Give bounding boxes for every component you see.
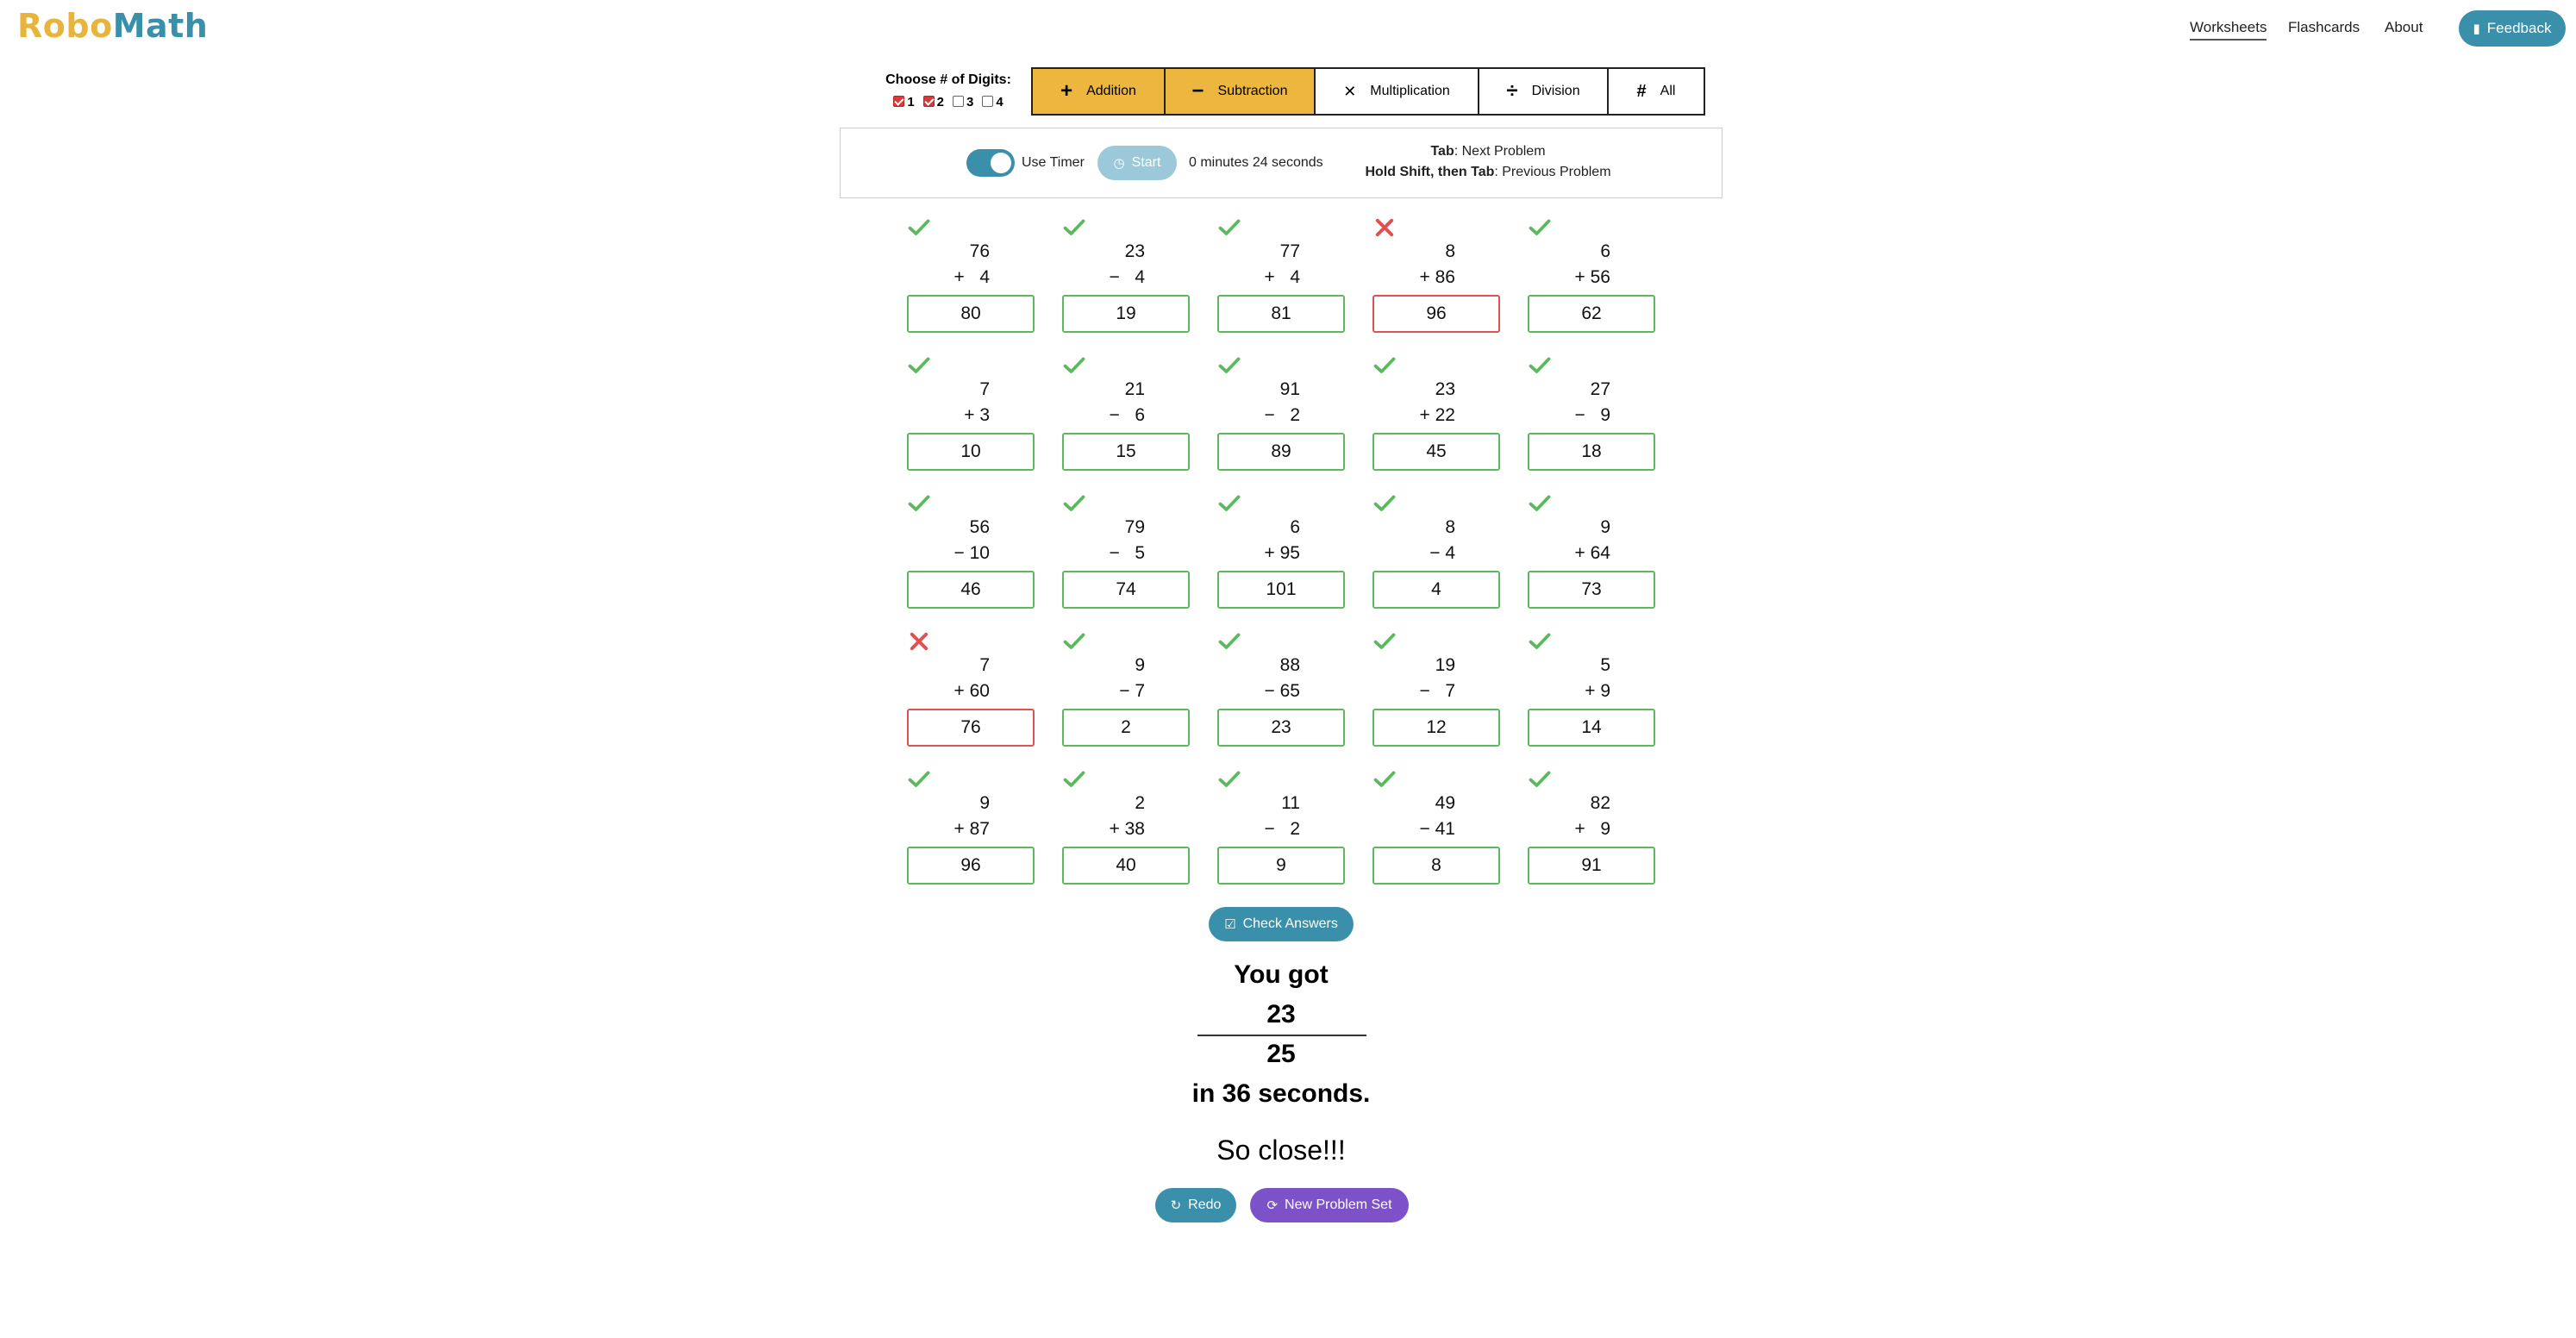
problem-bottom-number: − 4 xyxy=(1109,267,1145,287)
digit-option-4[interactable] xyxy=(982,95,1003,109)
hint-next xyxy=(1346,144,1630,159)
problem-top-number: 27 xyxy=(1590,379,1610,399)
problem-card xyxy=(1060,491,1190,612)
answer-input[interactable] xyxy=(907,433,1035,471)
digit-4-label: 4 xyxy=(996,95,1004,109)
check-icon xyxy=(1217,629,1241,653)
problem-card xyxy=(1060,767,1190,888)
answer-input[interactable] xyxy=(1528,295,1655,333)
cross-icon xyxy=(907,629,931,653)
hint-next-key: Tab xyxy=(1430,144,1454,159)
check-icon xyxy=(907,353,931,378)
op-division[interactable] xyxy=(1478,67,1609,116)
hint-previous xyxy=(1346,165,1630,180)
problem-bottom-number: + 9 xyxy=(1585,681,1610,701)
redo-icon: ↻ xyxy=(1170,1197,1182,1213)
problem-top-number: 6 xyxy=(1600,241,1610,261)
problem-bottom-number: − 65 xyxy=(1264,681,1300,701)
check-icon xyxy=(1062,491,1086,516)
result-numerator: 23 xyxy=(1266,1000,1296,1029)
digit-option-3[interactable] xyxy=(953,95,973,109)
problem-bottom-number: + 38 xyxy=(1109,819,1145,839)
problem-card xyxy=(1060,216,1190,336)
problem-top-number: 6 xyxy=(1290,517,1300,537)
clock-icon: ◷ xyxy=(1113,155,1125,171)
logo-robo: Robo xyxy=(17,7,113,45)
op-subtraction[interactable] xyxy=(1164,67,1316,116)
problem-top-number: 49 xyxy=(1435,793,1455,813)
problem-top-number: 5 xyxy=(1600,655,1610,675)
problem-bottom-number: − 2 xyxy=(1264,405,1300,425)
digit-2-checkbox[interactable] xyxy=(923,96,935,107)
problem-bottom-number: − 4 xyxy=(1429,543,1455,563)
new-problem-set-label: New Problem Set xyxy=(1285,1197,1392,1212)
problem-card xyxy=(1371,216,1500,336)
problem-card xyxy=(905,491,1035,612)
problem-card xyxy=(1371,767,1500,888)
answer-input[interactable] xyxy=(1062,433,1190,471)
problem-top-number: 82 xyxy=(1590,793,1610,813)
check-icon xyxy=(1217,353,1241,378)
check-icon xyxy=(1062,767,1086,791)
problem-card xyxy=(905,629,1035,750)
op-all[interactable] xyxy=(1607,67,1705,116)
check-icon xyxy=(1528,767,1552,791)
problem-top-number: 56 xyxy=(969,517,990,537)
problem-bottom-number: + 4 xyxy=(953,267,990,287)
problem-bottom-number: + 95 xyxy=(1264,543,1300,563)
answer-input[interactable] xyxy=(1528,433,1655,471)
problem-top-number: 88 xyxy=(1279,655,1300,675)
feedback-label: Feedback xyxy=(2486,20,2552,36)
answer-input[interactable] xyxy=(1372,571,1500,609)
answer-input[interactable] xyxy=(1372,295,1500,333)
answer-input[interactable] xyxy=(907,847,1035,885)
answer-input[interactable] xyxy=(1528,847,1655,885)
problem-top-number: 7 xyxy=(979,379,990,399)
problem-bottom-number: − 2 xyxy=(1264,819,1300,839)
feedback-button[interactable] xyxy=(2459,10,2566,47)
result-heading: You got xyxy=(1234,960,1329,989)
problem-card xyxy=(1526,353,1655,474)
op-subtraction-label: Subtraction xyxy=(1217,84,1288,98)
problem-top-number: 19 xyxy=(1435,655,1455,675)
digit-3-checkbox[interactable] xyxy=(953,96,964,107)
robomath-logo[interactable] xyxy=(17,7,208,45)
problem-card xyxy=(1371,491,1500,612)
problem-bottom-number: + 22 xyxy=(1419,405,1455,425)
minus-icon: − xyxy=(1191,79,1204,103)
problem-bottom-number: + 56 xyxy=(1574,267,1610,287)
problem-top-number: 9 xyxy=(1600,517,1610,537)
check-icon xyxy=(1062,629,1086,653)
problem-card xyxy=(1060,353,1190,474)
problem-top-number: 23 xyxy=(1124,241,1145,261)
digit-option-1[interactable] xyxy=(893,95,914,109)
timer-toggle[interactable] xyxy=(966,149,1015,177)
timer-label: Use Timer xyxy=(1022,155,1085,170)
check-icon xyxy=(1372,629,1397,653)
digit-4-checkbox[interactable] xyxy=(982,96,993,107)
times-icon: ✕ xyxy=(1343,83,1357,100)
answer-input[interactable] xyxy=(1062,709,1190,747)
answer-input[interactable] xyxy=(1062,847,1190,885)
answer-input[interactable] xyxy=(907,709,1035,747)
check-icon xyxy=(1528,491,1552,516)
problem-bottom-number: − 9 xyxy=(1574,405,1610,425)
problem-top-number: 11 xyxy=(1281,793,1300,813)
problem-top-number: 91 xyxy=(1279,379,1300,399)
problem-bottom-number: + 3 xyxy=(964,405,990,425)
problem-card xyxy=(1526,767,1655,888)
check-icon xyxy=(1372,353,1397,378)
problem-top-number: 79 xyxy=(1124,517,1145,537)
result-time: in 36 seconds. xyxy=(1191,1079,1371,1108)
check-icon xyxy=(1062,216,1086,240)
check-icon xyxy=(1372,491,1397,516)
refresh-icon: ⟳ xyxy=(1266,1197,1279,1213)
problem-card xyxy=(1216,629,1345,750)
answer-input[interactable] xyxy=(1372,847,1500,885)
start-button[interactable] xyxy=(1097,146,1177,180)
problem-bottom-number: + 87 xyxy=(953,819,990,839)
elapsed-time: 0 minutes 24 seconds xyxy=(1189,155,1323,170)
problem-top-number: 77 xyxy=(1279,241,1300,261)
check-icon xyxy=(1217,491,1241,516)
chat-icon: ▮ xyxy=(2473,21,2480,36)
new-problem-set-button[interactable] xyxy=(1250,1188,1409,1222)
result-denominator: 25 xyxy=(1266,1040,1296,1068)
problem-card xyxy=(1526,491,1655,612)
problem-card xyxy=(1216,216,1345,336)
problem-bottom-number: + 86 xyxy=(1419,267,1455,287)
op-division-label: Division xyxy=(1531,84,1580,98)
problem-bottom-number: + 4 xyxy=(1264,267,1300,287)
problem-card xyxy=(1216,353,1345,474)
check-icon xyxy=(1217,767,1241,791)
hint-next-text: : Next Problem xyxy=(1454,144,1546,159)
result-message: So close!!! xyxy=(1216,1135,1346,1166)
digit-3-label: 3 xyxy=(966,95,974,109)
problem-bottom-number: − 5 xyxy=(1109,543,1145,563)
redo-button[interactable] xyxy=(1155,1188,1236,1222)
plus-icon: + xyxy=(1060,79,1073,103)
problem-card xyxy=(1526,629,1655,750)
checkbox-icon: ☑ xyxy=(1224,916,1236,932)
check-icon xyxy=(907,491,931,516)
answer-input[interactable] xyxy=(1217,433,1345,471)
answer-input[interactable] xyxy=(1217,847,1345,885)
check-icon xyxy=(907,216,931,240)
check-icon xyxy=(1528,216,1552,240)
hash-icon: # xyxy=(1636,82,1647,101)
check-icon xyxy=(1217,216,1241,240)
check-answers-label: Check Answers xyxy=(1242,916,1338,931)
digit-option-2[interactable] xyxy=(923,95,944,109)
problem-top-number: 7 xyxy=(979,655,990,675)
problem-card xyxy=(905,216,1035,336)
problem-bottom-number: + 9 xyxy=(1574,819,1610,839)
check-answers-button[interactable] xyxy=(1209,907,1354,941)
problem-top-number: 9 xyxy=(979,793,990,813)
problem-bottom-number: − 7 xyxy=(1419,681,1455,701)
digit-1-label: 1 xyxy=(907,95,915,109)
op-addition-label: Addition xyxy=(1086,84,1136,98)
problem-top-number: 8 xyxy=(1445,241,1455,261)
problem-bottom-number: + 64 xyxy=(1574,543,1610,563)
nav-about[interactable]: About xyxy=(2385,19,2423,35)
op-multiplication[interactable] xyxy=(1314,67,1479,116)
problem-bottom-number: − 10 xyxy=(953,543,990,563)
problem-top-number: 9 xyxy=(1135,655,1145,675)
timer-panel xyxy=(840,128,1723,198)
divide-icon: ÷ xyxy=(1506,79,1518,103)
check-icon xyxy=(1372,767,1397,791)
answer-input[interactable] xyxy=(1372,709,1500,747)
digit-1-checkbox[interactable] xyxy=(893,96,904,107)
start-label: Start xyxy=(1131,155,1161,170)
answer-input[interactable] xyxy=(1062,571,1190,609)
check-icon xyxy=(1528,353,1552,378)
redo-label: Redo xyxy=(1188,1197,1222,1212)
digits-title: Choose # of Digits: xyxy=(885,72,1011,87)
problem-bottom-number: − 7 xyxy=(1119,681,1145,701)
digits-chooser xyxy=(879,72,1017,109)
op-all-label: All xyxy=(1660,84,1676,98)
check-icon xyxy=(907,767,931,791)
problem-bottom-number: − 6 xyxy=(1109,405,1145,425)
fraction-bar xyxy=(1197,1035,1366,1036)
answer-input[interactable] xyxy=(1372,433,1500,471)
problem-card xyxy=(1371,629,1500,750)
op-addition[interactable] xyxy=(1031,67,1166,116)
answer-input[interactable] xyxy=(1217,295,1345,333)
digit-2-label: 2 xyxy=(936,95,944,109)
problem-card xyxy=(1526,216,1655,336)
problem-card xyxy=(1216,491,1345,612)
answer-input[interactable] xyxy=(1528,709,1655,747)
check-icon xyxy=(1062,353,1086,378)
problem-top-number: 21 xyxy=(1124,379,1145,399)
logo-math: Math xyxy=(112,7,209,45)
answer-input[interactable] xyxy=(1217,709,1345,747)
nav-flashcards[interactable]: Flashcards xyxy=(2288,19,2360,35)
problem-card xyxy=(1371,353,1500,474)
problem-card xyxy=(905,353,1035,474)
cross-icon xyxy=(1372,216,1397,240)
problem-bottom-number: − 41 xyxy=(1419,819,1455,839)
answer-input[interactable] xyxy=(907,571,1035,609)
problem-card xyxy=(1216,767,1345,888)
answer-input[interactable] xyxy=(1062,295,1190,333)
answer-input[interactable] xyxy=(1528,571,1655,609)
problem-top-number: 76 xyxy=(969,241,990,261)
problem-bottom-number: + 60 xyxy=(953,681,990,701)
operation-tabs xyxy=(1031,67,1705,116)
answer-input[interactable] xyxy=(1217,571,1345,609)
check-icon xyxy=(1528,629,1552,653)
problem-card xyxy=(905,767,1035,888)
hint-previous-key: Hold Shift, then Tab xyxy=(1365,165,1495,179)
op-multiplication-label: Multiplication xyxy=(1370,84,1450,98)
problem-top-number: 23 xyxy=(1435,379,1455,399)
nav-worksheets[interactable]: Worksheets xyxy=(2190,19,2267,41)
problem-top-number: 2 xyxy=(1135,793,1145,813)
problem-top-number: 8 xyxy=(1445,517,1455,537)
hint-previous-text: : Previous Problem xyxy=(1494,165,1611,179)
answer-input[interactable] xyxy=(907,295,1035,333)
problem-card xyxy=(1060,629,1190,750)
